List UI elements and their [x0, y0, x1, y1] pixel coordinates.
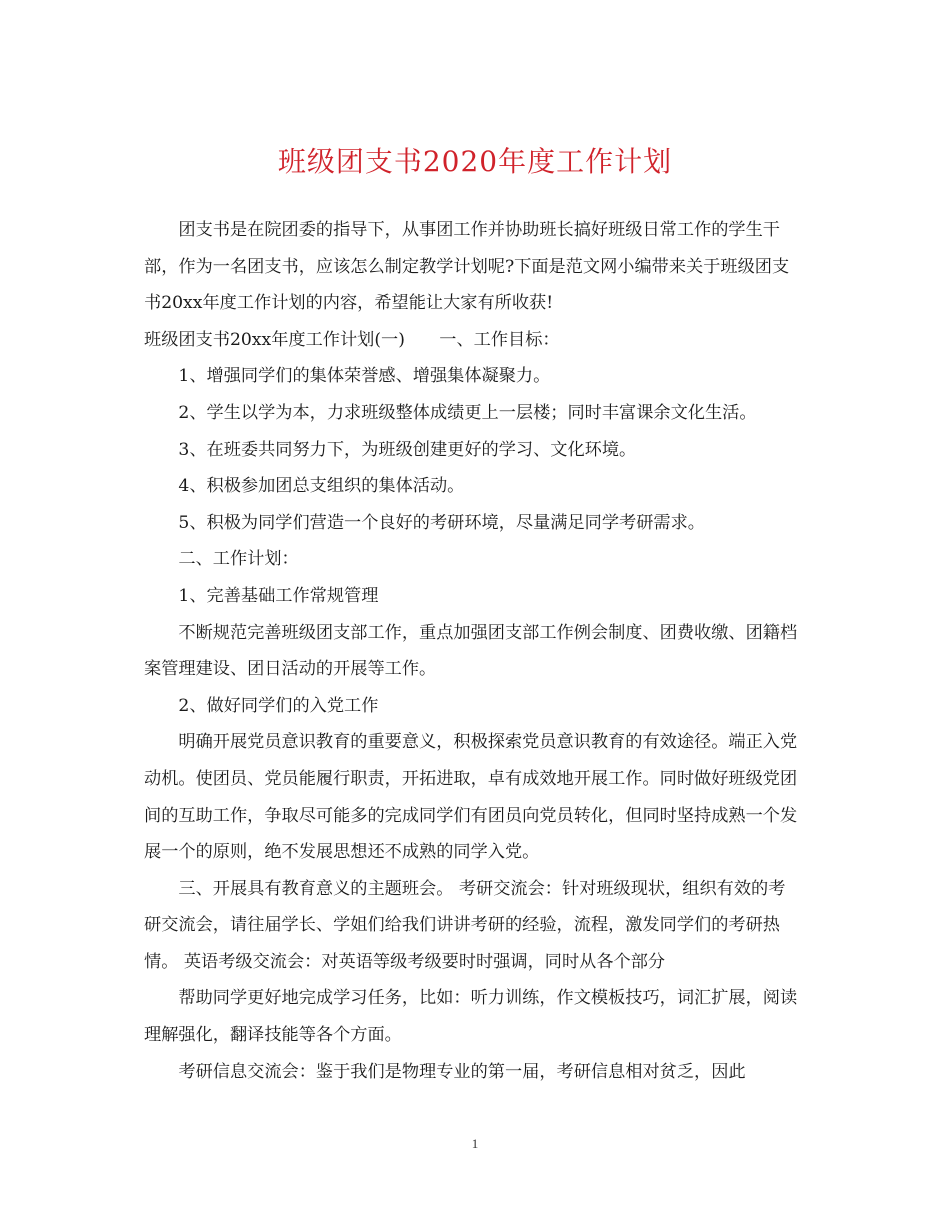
goal-item-1: 1、增强同学们的集体荣誉感、增强集体凝聚力。 [178, 366, 551, 387]
english-help-paragraph: 帮助同学更好地完成学习任务，比如：听力训练，作文模板技巧，词汇扩展，阅读理解强化，翻译技能等各个方面。 [144, 988, 798, 1046]
section-three-paragraph: 三、开展具有教育意义的主题班会。 考研交流会：针对班级现状，组织有效的考研交流会，请往届学长、学姐们给我们讲讲考研的经验，流程，激发同学们的考研热情。 英语考级交流会：对英语等级考级要时时强调，同时从各个部分 [144, 878, 786, 972]
goal-item-2: 2、学生以学为本，力求班级整体成绩更上一层楼；同时丰富课余文化生活。 [178, 402, 757, 423]
document-body [144, 212, 800, 1090]
goal-item-3: 3、在班委共同努力下，为班级创建更好的学习、文化环境。 [178, 439, 637, 460]
intro-paragraph: 团支书是在院团委的指导下，从事团工作并协助班长搞好班级日常工作的学生干部，作为一名团支书，应该怎么制定教学计划呢?下面是范文网小编带来关于班级团支书20xx年度工作计划的内容，希望能让大家有所收获! [144, 220, 790, 314]
goal-item-5: 5、积极为同学们营造一个良好的考研环境，尽量满足同学考研需求。 [178, 512, 705, 533]
page-number: 1 [471, 1136, 479, 1151]
plan-item-1-heading: 1、完善基础工作常规管理 [178, 585, 379, 606]
info-exchange-paragraph: 考研信息交流会：鉴于我们是物理专业的第一届，考研信息相对贫乏，因此 [178, 1061, 746, 1082]
document-title: 班级团支书2020年度工作计划 [277, 145, 673, 178]
plan-item-2-heading: 2、做好同学们的入党工作 [178, 695, 379, 716]
goal-item-4: 4、积极参加团总支组织的集体活动。 [178, 476, 465, 497]
plan-item-2-body: 明确开展党员意识教育的重要意义，积极探索党员意识教育的有效途径。端正入党动机。使团员、党员能履行职责，开拓进取，卓有成效地开展工作。同时做好班级党团间的互助工作，争取尽可能多的完成同学们有团员向党员转化，但同时坚持成熟一个发展一个的原则，绝不发展思想还不成熟的同学入党。 [144, 732, 798, 863]
section-heading-work-plan: 二、工作计划： [178, 549, 299, 570]
plan-item-1-body: 不断规范完善班级团支部工作，重点加强团支部工作例会制度、团费收缴、团籍档案管理建设、团日活动的开展等工作。 [144, 622, 798, 680]
plan-heading-line: 班级团支书20xx年度工作计划(一) 一、工作目标： [144, 329, 560, 350]
